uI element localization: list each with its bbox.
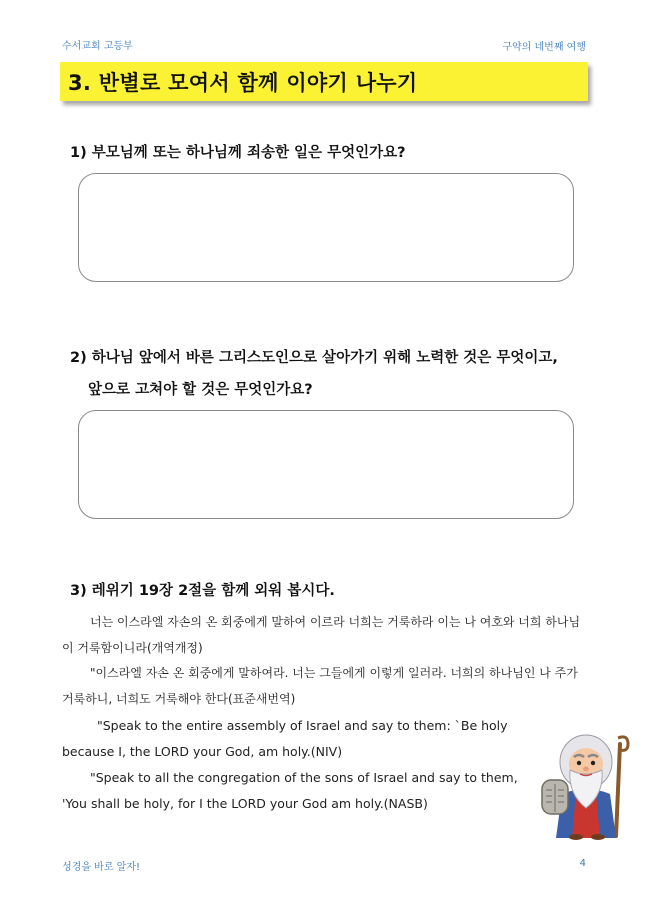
footer-slogan: 성경을 바로 알자! — [62, 862, 140, 873]
page-number: 4 — [579, 858, 586, 869]
verse-nasb-line-1: "Speak to all the congregation of the sons of Israel and say to them, — [90, 770, 518, 785]
question-2-line-1: 2) 하나님 앞에서 바른 그리스도인으로 살아가기 위해 노력한 것은 무엇이고, — [70, 350, 558, 366]
section-title: 3. 반별로 모여서 함께 이야기 나누기 — [68, 71, 418, 95]
verse-niv-line-2: because I, the LORD your God, am holy.(NIV) — [62, 744, 343, 759]
question-2-line-2: 앞으로 고쳐야 할 것은 무엇인가요? — [88, 382, 313, 398]
question-1: 1) 부모님께 또는 하나님께 죄송한 일은 무엇인가요? — [70, 145, 406, 161]
verse-nasb-line-2: 'You shall be holy, for I the LORD your God am holy.(NASB) — [62, 796, 428, 811]
header-church-name: 수서교회 고등부 — [62, 41, 133, 52]
answer-box-1[interactable] — [78, 173, 574, 282]
verse-korean-standard-line-1: "이스라엘 자손 온 회중에게 말하여라. 너는 그들에게 이렇게 일러라. 너희의 하나님인 나 주가 — [90, 666, 578, 680]
answer-box-2[interactable] — [78, 410, 574, 519]
verse-korean-krv-line-1: 너는 이스라엘 자손의 온 회중에게 말하여 이르라 너희는 거룩하라 이는 나 여호와 너희 하나님 — [90, 615, 581, 629]
verse-korean-krv-line-2: 이 거룩함이니라(개역개정) — [62, 641, 203, 655]
question-3: 3) 레위기 19장 2절을 함께 외워 봅시다. — [70, 583, 335, 599]
section-title-bar — [60, 62, 588, 101]
header-series-title: 구약의 네번째 여행 — [502, 42, 586, 53]
verse-niv-line-1: "Speak to the entire assembly of Israel and say to them: `Be holy — [97, 718, 508, 733]
verse-korean-standard-line-2: 거룩하니, 너희도 거룩해야 한다(표준새번역) — [62, 692, 296, 706]
moses-illustration — [532, 724, 640, 840]
